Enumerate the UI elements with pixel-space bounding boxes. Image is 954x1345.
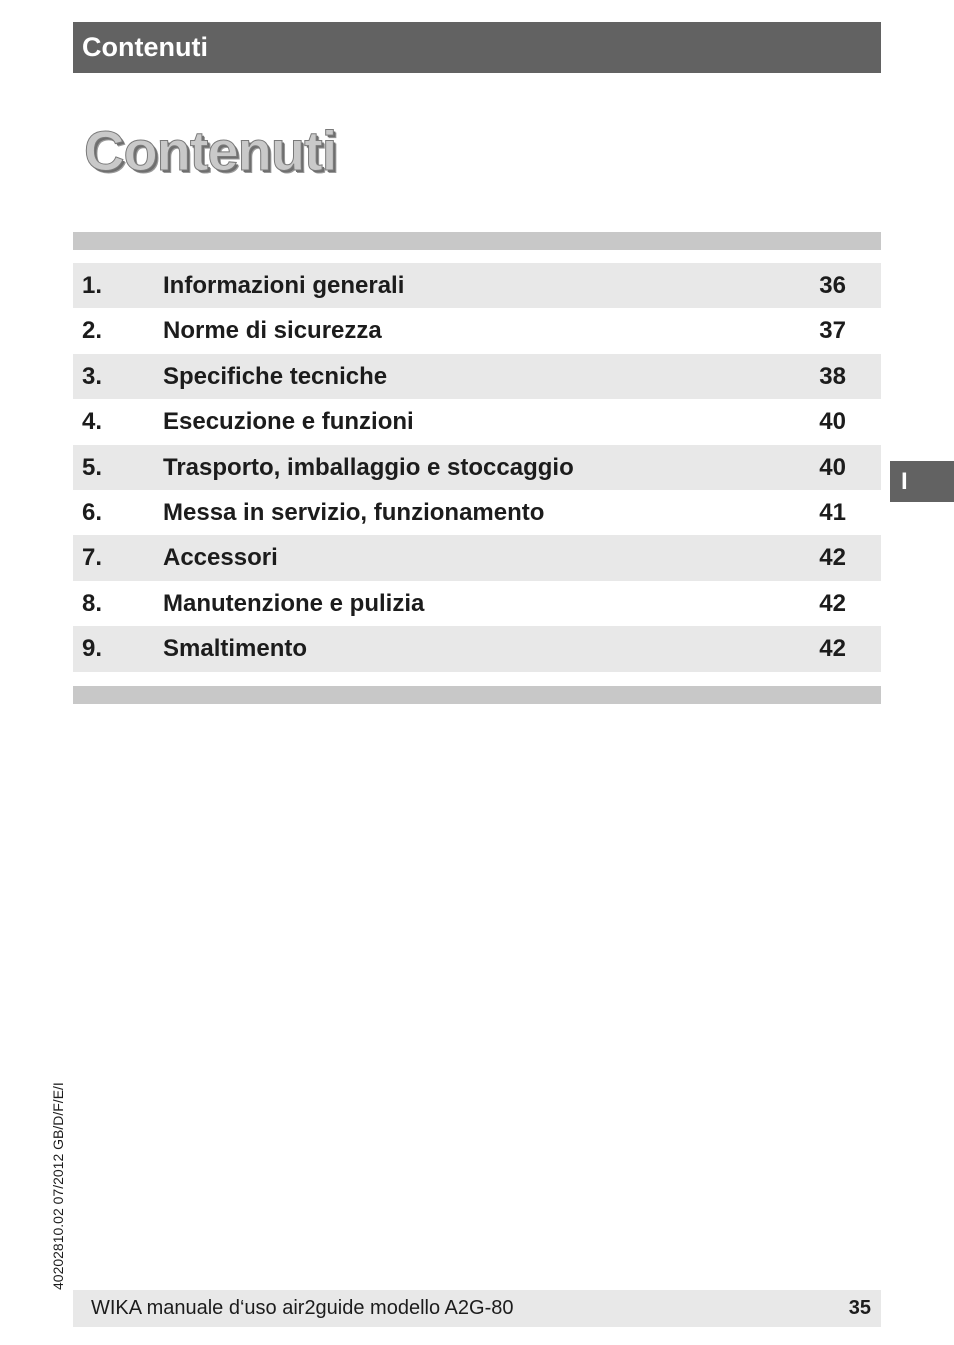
toc-entry-number: 6. (82, 498, 103, 526)
toc-entry-number: 3. (82, 362, 103, 390)
toc-entry-title: Norme di sicurezza (163, 317, 382, 345)
toc-entry-number: 5. (82, 453, 103, 481)
toc-entry-title: Accessori (163, 544, 278, 572)
toc-entry-title: Specifiche tecniche (163, 362, 388, 390)
toc-entry-page: 40 (819, 408, 846, 436)
footer (73, 1290, 881, 1327)
toc-entry[interactable] (73, 399, 881, 444)
toc-entry[interactable] (73, 445, 881, 490)
language-tab[interactable]: I (890, 461, 954, 502)
toc-entry-number: 8. (82, 589, 103, 617)
toc-entry-page: 42 (819, 635, 846, 663)
toc-entry-page: 42 (819, 544, 846, 572)
toc-entry-page: 38 (819, 362, 846, 390)
toc-entry[interactable] (73, 308, 881, 353)
footer-text: WIKA manuale d‘uso air2guide modello A2G-80 (91, 1297, 514, 1319)
toc-entry-number: 9. (82, 635, 103, 663)
toc-entry[interactable] (73, 490, 881, 535)
page-number: 35 (848, 1297, 871, 1319)
toc-entry[interactable] (73, 581, 881, 626)
toc-entry-page: 37 (819, 317, 846, 345)
toc-entry-number: 1. (82, 272, 103, 299)
toc-entry-page: 40 (819, 453, 846, 481)
toc-entry-number: 7. (82, 544, 103, 572)
toc-entry[interactable] (73, 354, 881, 399)
toc-entry-title: Esecuzione e funzioni (163, 408, 414, 436)
toc-entry-number: 2. (82, 317, 103, 345)
toc-entry-title: Manutenzione e pulizia (163, 589, 425, 617)
section-header: Contenuti (73, 22, 881, 73)
page-title: Contenuti (84, 119, 337, 182)
toc-entry[interactable] (73, 263, 881, 308)
table-of-contents (73, 263, 881, 672)
divider-bottom (73, 686, 881, 704)
divider-top (73, 232, 881, 250)
toc-entry-title: Messa in servizio, funzionamento (163, 498, 545, 526)
toc-entry-number: 4. (82, 408, 103, 436)
toc-entry-title: Informazioni generali (163, 272, 405, 299)
toc-entry-title: Smaltimento (163, 635, 308, 663)
toc-entry-page: 36 (819, 272, 846, 299)
toc-entry-page: 41 (819, 498, 846, 526)
toc-entry-title: Trasporto, imballaggio e stoccaggio (163, 453, 574, 481)
toc-entry[interactable] (73, 626, 881, 671)
toc-entry[interactable] (73, 535, 881, 580)
document-code: 40202810.02 07/2012 GB/D/F/E/I (50, 1082, 66, 1290)
toc-entry-page: 42 (819, 589, 846, 617)
